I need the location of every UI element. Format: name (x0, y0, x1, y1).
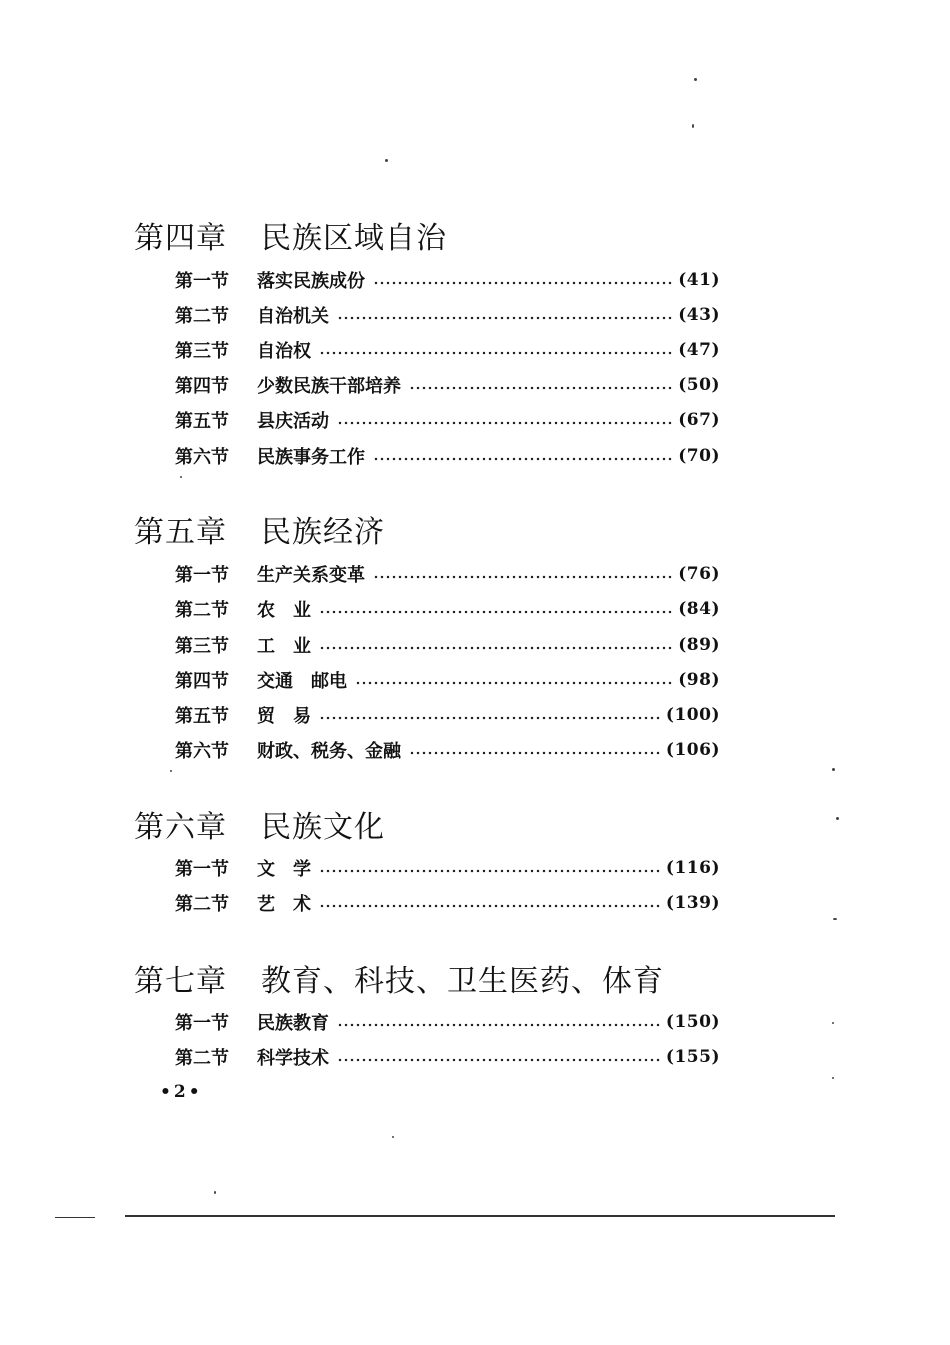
toc-entry[interactable] (175, 267, 720, 293)
section-label: 第六节 (175, 741, 229, 762)
section-title: 民族教育 (257, 1013, 329, 1034)
chapter-title: 民族经济 (261, 515, 385, 550)
section-title: 民族事务工作 (257, 447, 365, 468)
section-label: 第五节 (175, 706, 229, 727)
section-label: 第一节 (175, 859, 229, 880)
section-label: 第一节 (175, 271, 229, 292)
section-label: 第五节 (175, 411, 229, 432)
section-label: 第二节 (175, 894, 229, 915)
section-title: 贸 易 (257, 706, 311, 727)
section-label: 第一节 (175, 565, 229, 586)
scan-speck (214, 1191, 216, 1194)
section-label: 第六节 (175, 447, 229, 468)
scan-speck (692, 124, 694, 128)
section-label: 第三节 (175, 341, 229, 362)
page-number: (139) (665, 893, 720, 913)
dot-leader (337, 1023, 660, 1027)
page-number: (106) (665, 740, 720, 760)
dot-leader (373, 281, 672, 285)
page-number: (67) (678, 410, 720, 430)
toc-entry[interactable] (175, 855, 720, 881)
scan-speck (694, 78, 697, 81)
dot-leader (319, 904, 660, 908)
scan-speck (833, 918, 837, 920)
toc-entry[interactable] (175, 372, 720, 398)
dot-leader (355, 681, 672, 685)
section-label: 第四节 (175, 376, 229, 397)
section-label: 第四节 (175, 671, 229, 692)
section-title: 落实民族成份 (257, 271, 365, 292)
section-label: 第一节 (175, 1013, 229, 1034)
toc-entry[interactable] (175, 407, 720, 433)
section-title: 艺 术 (257, 894, 311, 915)
scan-rule-line (55, 1217, 95, 1218)
section-title: 少数民族干部培养 (257, 376, 401, 397)
section-title: 交通 邮电 (257, 671, 347, 692)
section-title: 自治权 (257, 341, 311, 362)
scan-speck (170, 770, 172, 772)
scan-speck (832, 1077, 834, 1079)
page-number: (43) (678, 305, 720, 325)
toc-entry[interactable] (175, 596, 720, 622)
dot-leader (319, 351, 672, 355)
page-number: (50) (678, 375, 720, 395)
dot-leader (319, 716, 660, 720)
page-number: (150) (665, 1012, 720, 1032)
scan-speck (836, 817, 839, 820)
chapter-label: 第六章 (134, 810, 227, 845)
toc-entry[interactable] (175, 1044, 720, 1070)
dot-leader (373, 457, 672, 461)
page-folio: •2• (160, 1082, 203, 1102)
chapter-heading (134, 964, 664, 1000)
page-number: (84) (678, 599, 720, 619)
scan-speck (832, 768, 835, 771)
toc-entry[interactable] (175, 337, 720, 363)
dot-leader (337, 421, 672, 425)
toc-entry[interactable] (175, 890, 720, 916)
toc-entry[interactable] (175, 737, 720, 763)
section-title: 科学技术 (257, 1048, 329, 1069)
dot-leader (409, 751, 660, 755)
page-number: (98) (678, 670, 720, 690)
chapter-heading (134, 810, 385, 846)
section-title: 财政、税务、金融 (257, 741, 401, 762)
chapter-title: 教育、科技、卫生医药、体育 (261, 964, 664, 999)
page-number: (155) (665, 1047, 720, 1067)
section-title: 自治机关 (257, 306, 329, 327)
chapter-title: 民族文化 (261, 810, 385, 845)
toc-entry[interactable] (175, 1009, 720, 1035)
section-label: 第二节 (175, 1048, 229, 1069)
section-title: 文 学 (257, 859, 311, 880)
chapter-title: 民族区域自治 (261, 221, 447, 256)
chapter-heading (134, 221, 447, 257)
toc-entry[interactable] (175, 667, 720, 693)
toc-entry[interactable] (175, 632, 720, 658)
scan-speck (385, 159, 388, 162)
dot-leader (337, 1058, 660, 1062)
section-title: 工 业 (257, 636, 311, 657)
section-title: 县庆活动 (257, 411, 329, 432)
toc-entry[interactable] (175, 702, 720, 728)
section-label: 第二节 (175, 306, 229, 327)
toc-entry[interactable] (175, 302, 720, 328)
dot-leader (319, 869, 660, 873)
page-number: (116) (665, 858, 720, 878)
page-number: (41) (678, 270, 720, 290)
dot-leader (337, 316, 672, 320)
toc-entry[interactable] (175, 561, 720, 587)
section-label: 第二节 (175, 600, 229, 621)
page-number: (89) (678, 635, 720, 655)
scan-speck (832, 1022, 834, 1024)
page-number: (76) (678, 564, 720, 584)
scan-speck (180, 476, 182, 478)
chapter-label: 第五章 (134, 515, 227, 550)
section-label: 第三节 (175, 636, 229, 657)
page-number: (70) (678, 446, 720, 466)
scan-rule-line (125, 1215, 835, 1217)
page-number: (100) (665, 705, 720, 725)
section-title: 农 业 (257, 600, 311, 621)
scan-speck (392, 1136, 394, 1138)
section-title: 生产关系变革 (257, 565, 365, 586)
toc-entry[interactable] (175, 443, 720, 469)
dot-leader (373, 575, 672, 579)
dot-leader (409, 386, 672, 390)
chapter-label: 第七章 (134, 964, 227, 999)
dot-leader (319, 646, 672, 650)
dot-leader (319, 610, 672, 614)
chapter-label: 第四章 (134, 221, 227, 256)
chapter-heading (134, 515, 385, 551)
page-number: (47) (678, 340, 720, 360)
